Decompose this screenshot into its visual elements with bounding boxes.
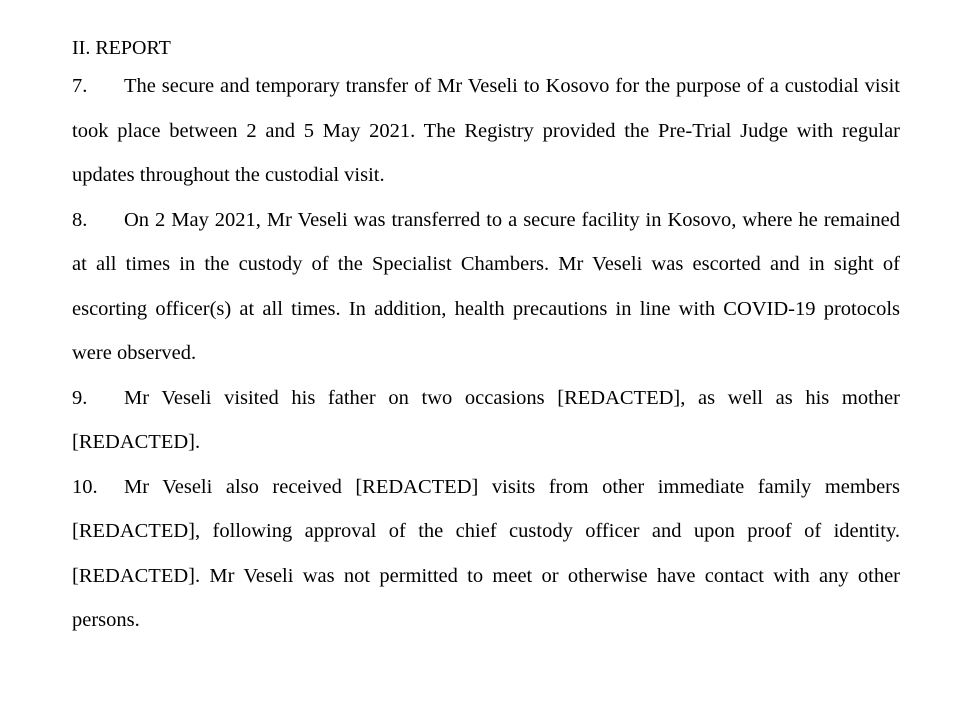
paragraph-text: The secure and temporary transfer of Mr Veseli to Kosovo for the purpose of a custodial visit took place between 2 and 5 May 2021. The Registry provided the Pre-Trial Judge with regular updates throughout the custodial visit.: [72, 75, 900, 186]
paragraph-number: 7.: [72, 75, 88, 97]
paragraph-10: [72, 465, 900, 643]
paragraph-9: [72, 376, 900, 465]
paragraph-7: [72, 64, 900, 198]
paragraph-number: 10.: [72, 475, 98, 498]
document-page: [72, 34, 900, 643]
paragraph-number: 8.: [72, 208, 88, 231]
paragraph-text: Mr Veseli visited his father on two occasions [REDACTED], as well as his mother [REDACTED].: [72, 386, 900, 453]
paragraph-text: Mr Veseli also received [REDACTED] visits from other immediate family members [REDACTED], following approval of the chief custody officer and upon proof of identity. [REDACTED]. Mr Veseli was not permitted to meet or otherwise have contact with any other persons.: [72, 475, 900, 631]
paragraph-number: 9.: [72, 386, 88, 409]
paragraph-8: [72, 198, 900, 376]
paragraph-text: On 2 May 2021, Mr Veseli was transferred to a secure facility in Kosovo, where he remained at all times in the custody of the Specialist Chambers. Mr Veseli was escorted and in sight of escorting officer(s) at all times. In addition, health precautions in line with COVID-19 protocols were observed.: [72, 208, 900, 364]
section-heading: II. REPORT: [72, 37, 171, 59]
